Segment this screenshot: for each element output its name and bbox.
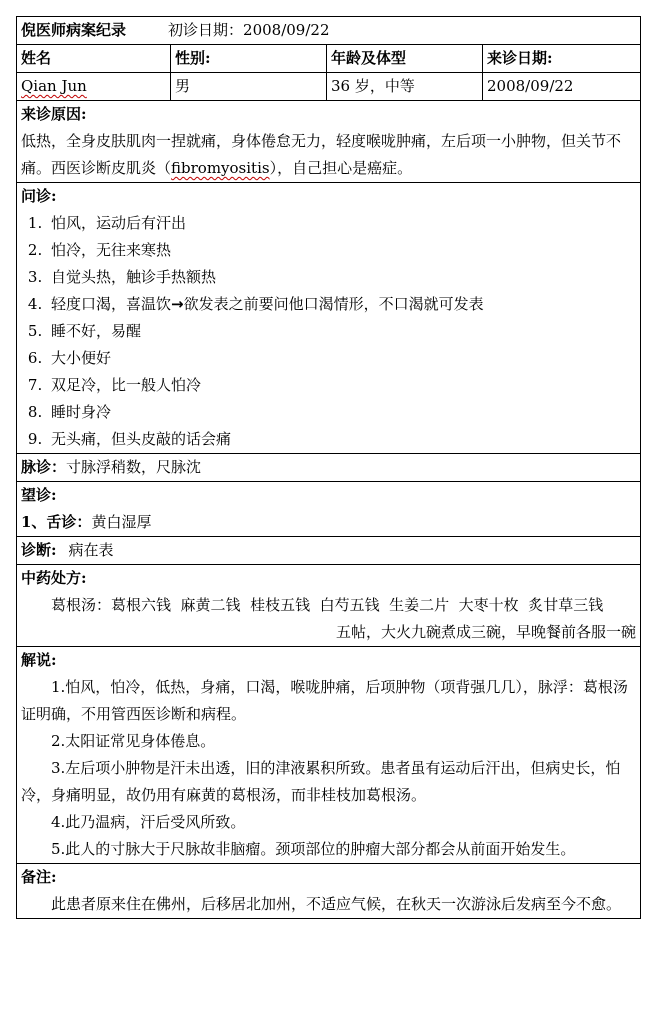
inspection-label: 望诊: xyxy=(21,486,57,504)
prescription-formula: 葛根汤：葛根六钱 麻黄二钱 桂枝五钱 白芍五钱 生姜二片 大枣十枚 炙甘草三钱 xyxy=(51,596,604,614)
patient-gender: 男 xyxy=(171,73,327,101)
explanation-label: 解说: xyxy=(21,651,57,669)
diagnosis-label: 诊断: xyxy=(21,541,57,559)
inquiry-item: 6. 大小便好 xyxy=(47,345,636,372)
inquiry-item: 9. 无头痛，但头皮敲的话会痛 xyxy=(47,426,636,453)
inquiry-item: 5. 睡不好，易醒 xyxy=(47,318,636,345)
inquiry-item: 8. 睡时身冷 xyxy=(47,399,636,426)
explanation-row xyxy=(17,647,641,864)
explanation-point: 3.左后项小肿物是汗未出透，旧的津液累积所致。患者虽有运动后汗出，但病史长，怕冷，身痛明显，故仍用有麻黄的葛根汤，而非桂枝加葛根汤。 xyxy=(21,759,621,804)
explanation-point: 4.此乃温病，汗后受风所致。 xyxy=(51,813,246,831)
reason-term: fibromyositis xyxy=(171,159,270,177)
header-gender: 性别: xyxy=(171,45,327,73)
reason-text: 低热，全身皮肤肌肉一捏就痛，身体倦怠无力，轻度喉咙肿痛，左后项一小肿物，但关节不痛。西医诊断皮肌炎（fibromyositis），自己担心是癌症。 xyxy=(21,132,622,177)
pulse-row xyxy=(17,454,641,482)
pulse-text: 寸脉浮稍数，尺脉沈 xyxy=(66,458,202,476)
inquiry-item: 7. 双足冷，比一般人怕冷 xyxy=(47,372,636,399)
inquiry-item: 4. 轻度口渴，喜温饮→欲发表之前要问他口渴情形，不口渴就可发表 xyxy=(47,291,636,318)
patient-age-build: 36 岁，中等 xyxy=(327,73,483,101)
inquiry-item: 3. 自觉头热，触诊手热额热 xyxy=(47,264,636,291)
notes-text: 此患者原来住在佛州，后移居北加州，不适应气候，在秋天一次游泳后发病至今不愈。 xyxy=(51,895,622,913)
inquiry-label: 问诊: xyxy=(21,187,57,205)
notes-label: 备注: xyxy=(21,868,57,886)
prescription-row xyxy=(17,565,641,647)
notes-row xyxy=(17,864,641,919)
header-age-build: 年龄及体型 xyxy=(327,45,483,73)
reason-label: 来诊原因: xyxy=(21,105,87,123)
reason-row xyxy=(17,101,641,183)
diagnosis-text: 病在表 xyxy=(68,541,114,559)
header-name: 姓名 xyxy=(17,45,171,73)
diagnosis-row xyxy=(17,537,641,565)
inquiry-item: 2. 怕冷，无往来寒热 xyxy=(47,237,636,264)
explanation-point: 1.怕风，怕冷，低热，身痛，口渴，喉咙肿痛，后项肿物（项背强几几），脉浮：葛根汤证明确，不用管西医诊断和病程。 xyxy=(21,678,628,723)
case-record-table xyxy=(16,16,641,919)
inquiry-list xyxy=(21,210,636,453)
title-row xyxy=(17,17,641,45)
prescription-label: 中药处方: xyxy=(21,569,87,587)
patient-header-row xyxy=(17,45,641,73)
tongue-text: 黄白湿厚 xyxy=(91,513,152,531)
tongue-label: 1、舌诊： xyxy=(21,513,92,531)
inspection-row xyxy=(17,482,641,537)
inquiry-row xyxy=(17,183,641,454)
pulse-label: 脉诊： xyxy=(21,458,67,476)
prescription-dosage: 五帖，大火九碗煮成三碗，早晚餐前各服一碗 xyxy=(335,623,636,641)
header-visit-date: 来诊日期: xyxy=(483,45,641,73)
patient-value-row xyxy=(17,73,641,101)
first-visit-label: 初诊日期： xyxy=(168,21,244,39)
record-title: 倪医师病案纪录 xyxy=(21,21,127,39)
explanation-point: 5.此人的寸脉大于尺脉故非脑瘤。颈项部位的肿瘤大部分都会从前面开始发生。 xyxy=(51,840,576,858)
inquiry-item: 1. 怕风，运动后有汗出 xyxy=(47,210,636,237)
arrow-right-icon: → xyxy=(171,295,184,313)
first-visit-date: 2008/09/22 xyxy=(243,21,330,39)
explanation-point: 2.太阳证常见身体倦息。 xyxy=(51,732,216,750)
patient-visit-date: 2008/09/22 xyxy=(483,73,641,101)
inquiry-item-note: 欲发表之前要问他口渴情形，不口渴就可发表 xyxy=(183,295,484,313)
patient-name: Qian Jun xyxy=(21,77,87,95)
